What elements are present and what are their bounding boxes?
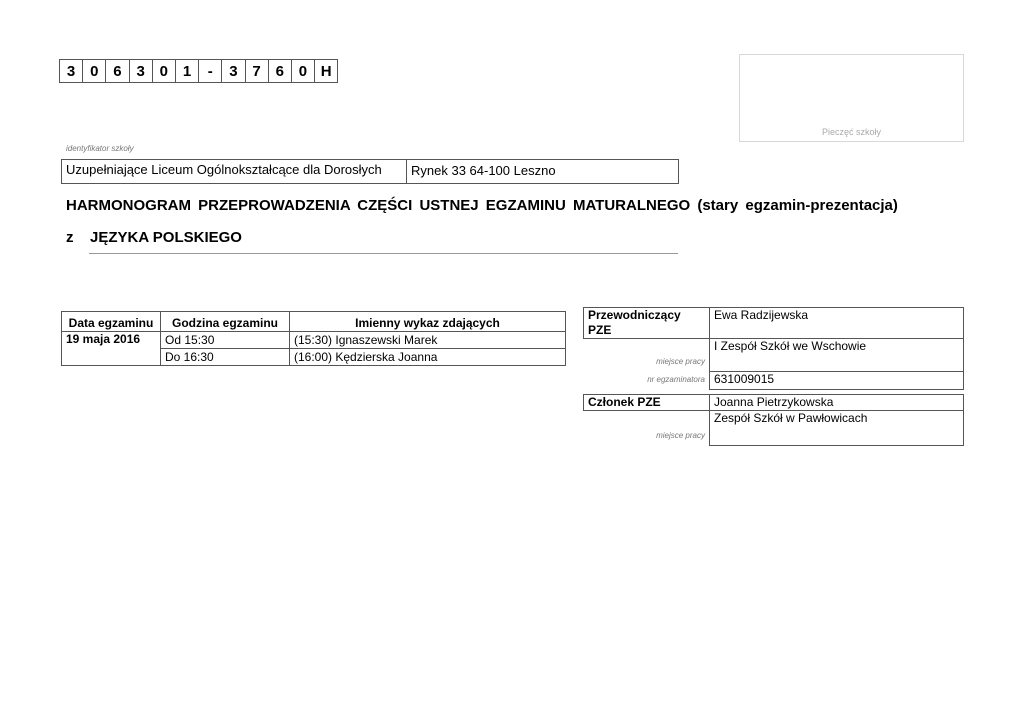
member-role: Członek PZE	[584, 395, 710, 411]
school-identifier	[59, 59, 338, 83]
exam-date: 19 maja 2016	[62, 332, 161, 366]
school-stamp-box	[739, 54, 964, 142]
chair-examiner-number: 631009015	[710, 371, 964, 389]
identifier-caption: identyfikator szkoły	[66, 144, 134, 153]
id-char: 1	[176, 60, 199, 82]
chair-table	[583, 307, 964, 390]
id-char: 6	[106, 60, 129, 82]
subject-underline	[89, 253, 678, 254]
table-header-row	[62, 312, 566, 332]
id-char: 0	[292, 60, 315, 82]
subject-name: JĘZYKA POLSKIEGO	[90, 229, 242, 246]
column-header: Godzina egzaminu	[161, 312, 290, 332]
workplace-label: miejsce pracy	[656, 431, 705, 440]
exam-schedule-table	[61, 311, 566, 366]
exam-time: Do 16:30	[161, 349, 290, 366]
id-char: 0	[153, 60, 176, 82]
id-char: 3	[60, 60, 83, 82]
exam-time: Od 15:30	[161, 332, 290, 349]
id-char: 6	[269, 60, 292, 82]
id-char: 3	[130, 60, 153, 82]
chair-name: Ewa Radzijewska	[710, 308, 964, 339]
column-header: Imienny wykaz zdających	[290, 312, 566, 332]
student-name: (15:30) Ignaszewski Marek	[290, 332, 566, 349]
member-table	[583, 394, 964, 446]
student-name: (16:00) Kędzierska Joanna	[290, 349, 566, 366]
page-title: HARMONOGRAM PRZEPROWADZENIA CZĘŚCI USTNEJ EGZAMINU MATURALNEGO (stary egzamin-prezentacja)	[66, 197, 898, 214]
id-char: H	[315, 60, 338, 82]
school-address: Rynek 33 64-100 Leszno	[411, 163, 556, 178]
member-workplace: Zespół Szkół w Pawłowicach	[710, 411, 964, 446]
member-name: Joanna Pietrzykowska	[710, 395, 964, 411]
id-char: 3	[222, 60, 245, 82]
examiner-number-label: nr egzaminatora	[647, 375, 705, 384]
chair-workplace: I Zespół Szkół we Wschowie	[710, 339, 964, 372]
subject-prefix: z	[66, 229, 74, 246]
stamp-label: Pieczęć szkoły	[821, 127, 882, 137]
id-char: -	[199, 60, 222, 82]
id-char: 0	[83, 60, 106, 82]
id-char: 7	[246, 60, 269, 82]
school-name: Uzupełniające Liceum Ogólnokształcące dla Dorosłych	[62, 160, 407, 183]
workplace-label: miejsce pracy	[656, 357, 705, 366]
column-header: Data egzaminu	[62, 312, 161, 332]
chair-role: Przewodniczący PZE	[584, 308, 710, 339]
school-info-row	[61, 159, 679, 184]
table-row	[62, 332, 566, 349]
